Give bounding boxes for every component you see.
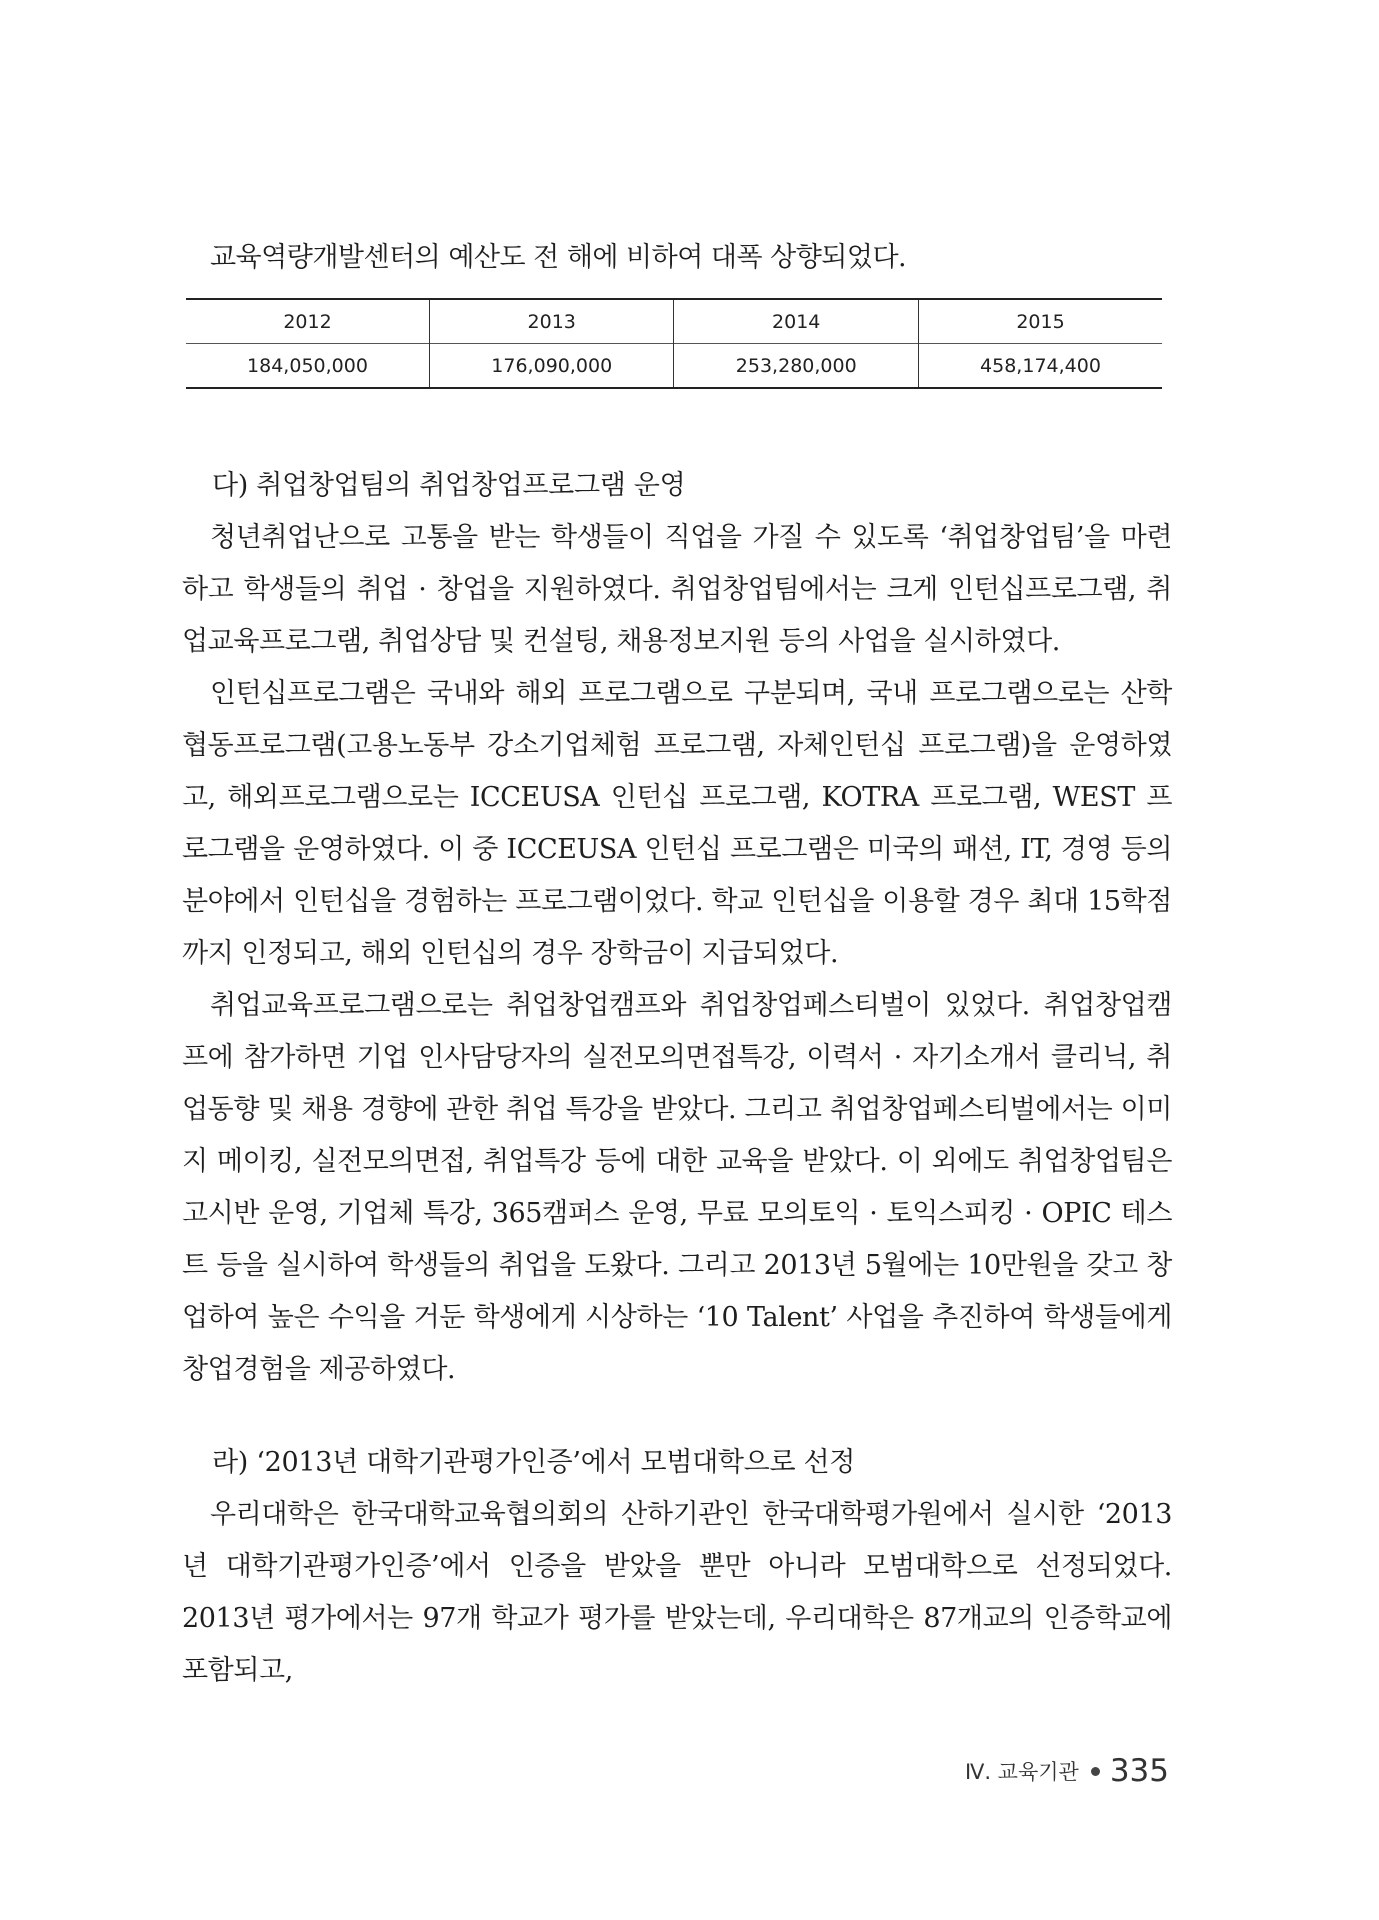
section-employment-program: [182, 466, 1172, 1396]
body-paragraph: 청년취업난으로 고통을 받는 학생들이 직업을 가질 수 있도록 ‘취업창업팀’을 마련하고 학생들의 취업 · 창업을 지원하였다. 취업창업팀에서는 크게 인턴십프로그램, 취업교육프로그램, 취업상담 및 컨설팅, 채용정보지원 등의 사업을 실시하였다.: [182, 522, 1172, 657]
body-paragraph: 취업교육프로그램으로는 취업창업캠프와 취업창업페스티벌이 있었다. 취업창업캠프에 참가하면 기업 인사담당자의 실전모의면접특강, 이력서 · 자기소개서 클리닉, 취업동향 및 채용 경향에 관한 취업 특강을 받았다. 그리고 취업창업페스티벌에서는 이미지 메이킹, 실전모의면접, 취업특강 등에 대한 교육을 받았다. 이 외에도 취업창업팀은 고시반 운영, 기업체 특강, 365캠퍼스 운영, 무료 모의토익 · 토익스피킹 · OPIC 테스트 등을 실시하여 학생들의 취업을 도왔다. 그리고 2013년 5월에는 10만원을 갖고 창업하여 높은 수익을 거둔 학생에게 시상하는 ‘10 Talent’ 사업을 추진하여 학생들에게 창업경험을 제공하였다.: [182, 990, 1172, 1385]
budget-value-cell: 184,050,000: [186, 344, 429, 389]
budget-value-cell: 253,280,000: [674, 344, 919, 389]
year-header: 2014: [674, 299, 919, 344]
section-heading: 다) 취업창업팀의 취업창업프로그램 운영: [212, 470, 686, 501]
body-paragraph: 우리대학은 한국대학교육협의회의 산하기관인 한국대학평가원에서 실시한 ‘2013년 대학기관평가인증’에서 인증을 받았을 뿐만 아니라 모범대학으로 선정되었다. 2013년 평가에서는 97개 학교가 평가를 받았는데, 우리대학은 87개교의 인증학교에 포함되고,: [182, 1499, 1172, 1686]
budget-value-cell: 176,090,000: [429, 344, 674, 389]
chapter-label: Ⅳ. 교육기관: [964, 1760, 1079, 1784]
budget-value-row: [186, 344, 1162, 389]
page-footer: [965, 1753, 1169, 1789]
budget-header-row: [186, 299, 1162, 344]
budget-table: [186, 298, 1162, 389]
body-paragraph: 인턴십프로그램은 국내와 해외 프로그램으로 구분되며, 국내 프로그램으로는 산학협동프로그램(고용노동부 강소기업체험 프로그램, 자체인턴십 프로그램)을 운영하였고, 해외프로그램으로는 ICCEUSA 인턴십 프로그램, KOTRA 프로그램, WEST 프로그램을 운영하였다. 이 중 ICCEUSA 인턴십 프로그램은 미국의 패션, IT, 경영 등의 분야에서 인턴십을 경험하는 프로그램이었다. 학교 인턴십을 이용할 경우 최대 15학점까지 인정되고, 해외 인턴십의 경우 장학금이 지급되었다.: [182, 678, 1172, 969]
bullet-dot-icon: [1091, 1767, 1100, 1776]
page-number: 335: [1109, 1753, 1169, 1789]
year-header: 2012: [186, 299, 429, 344]
year-header: 2013: [429, 299, 674, 344]
section-heading: 라) ‘2013년 대학기관평가인증’에서 모범대학으로 선정: [212, 1447, 856, 1478]
section-accreditation: [182, 1443, 1172, 1697]
intro-sentence: 교육역량개발센터의 예산도 전 해에 비하여 대폭 상향되었다.: [210, 242, 907, 273]
year-header: 2015: [1016, 310, 1065, 333]
budget-value-cell: 458,174,400: [980, 354, 1101, 377]
